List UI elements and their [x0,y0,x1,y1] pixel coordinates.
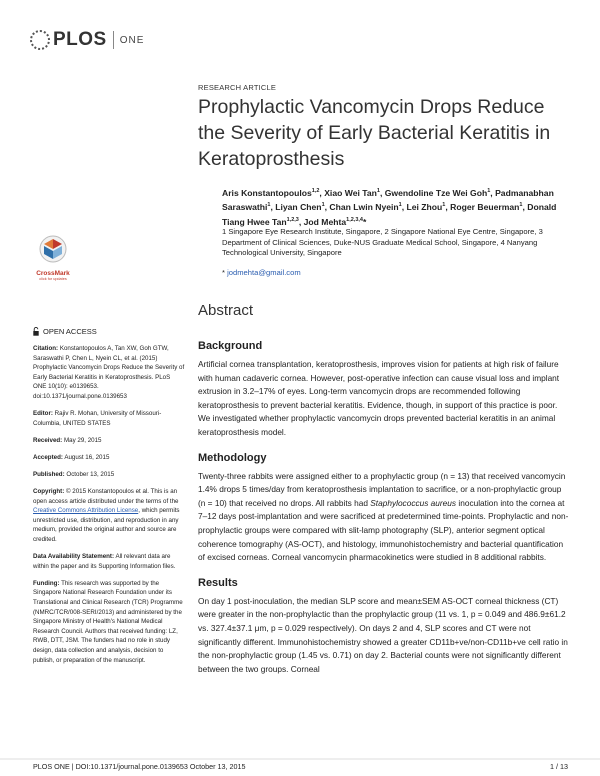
journal-name: ONE [119,34,145,46]
published-date: October 13, 2015 [66,470,115,478]
editor-label: Editor: [33,410,53,418]
open-access-badge [33,327,97,336]
author-affiliation-marker: 1 [487,188,491,194]
methodology-text [198,470,570,565]
corresponding-email[interactable] [222,268,301,277]
page-number: 1 / 13 [550,762,568,771]
background-heading: Background [198,340,263,352]
species-name: Staphylococcus aureus [370,497,457,508]
article-info-sidebar [33,344,185,673]
footer-divider [0,758,600,760]
author-affiliation-marker: 1 [519,202,523,209]
author-name[interactable]: Donald Tiang Hwee Tan [222,202,557,227]
author-list [222,185,572,228]
author-separator: , [270,202,276,213]
plos-logo[interactable] [30,28,144,52]
author-separator: , [324,202,330,213]
author-name[interactable]: Lei Zhou [406,202,443,213]
author-name[interactable]: Jod Mehta [303,216,347,227]
open-access-label: OPEN ACCESS [43,327,97,336]
author-separator: , [490,187,496,198]
footer-citation: PLOS ONE | DOI:10.1371/journal.pone.0139653 October 13, 2015 [33,762,246,771]
accepted-label: Accepted: [33,453,63,461]
open-lock-icon [33,327,39,336]
received-date: May 29, 2015 [63,436,102,444]
copyright-block [33,487,185,545]
received-label: Received: [33,436,63,444]
copyright-text-b: , which permits unrestricted use, distribution, and reproduction in any medium, provided the original author and source are credited. [33,507,180,543]
article-type: RESEARCH ARTICLE [198,83,277,92]
abstract-heading: Abstract [198,302,254,319]
author-name[interactable]: Gwendoline Tze Wei Goh [384,187,488,198]
author-affiliation-marker: 1,2,3 [286,216,299,223]
author-name[interactable]: Roger Beuerman [450,202,520,213]
methodology-text-b: inoculation into the cornea at 7–12 days post-implantation and were sacrificed at predetermined time-points. Prophylactic and non-prophylactic groups were compared with slit-lamp photography (SLP), anterior segment optical coherence tomography (AS-OCT), and histology, immunohistochemistry and bacterial quantification of excised corneas. Corneal vancomycin pharmacokinetics were studied in 8 additional rabbits. [198,497,569,563]
author-separator: , [401,202,407,213]
copyright-text-a: © 2015 Konstantopoulos et al. This is an open access article distributed under the terms of the [33,488,179,505]
published-block [33,470,185,480]
author-affiliation-marker: 1 [267,202,271,209]
crossmark-sublabel: click for updates [39,277,67,281]
author-name[interactable]: Liyan Chen [275,202,322,213]
author-affiliation-marker: 1 [398,202,402,209]
author-separator: , [445,202,451,213]
funding-label: Funding: [33,579,60,587]
crossmark-icon [38,234,68,264]
author-separator: , [319,187,325,198]
article-title: Prophylactic Vancomycin Drops Reduce the Severity of Early Bacterial Keratitis in Keratoprosthesis [198,96,551,170]
author-name[interactable]: Xiao Wei Tan [324,187,377,198]
author-affiliation-marker: 1 [376,188,380,194]
copyright-label: Copyright: [33,488,65,496]
author-affiliation-marker: 1 [321,202,325,209]
plos-logo-icon [30,30,50,50]
background-text: Artificial cornea transplantation, keratoprosthesis, improves vision for patients at high risk of failure with human cadaveric cornea. However, post-operative infection can cause visual loss and implant extrusion in 3.2–17% of eyes. Long-term vancomycin drops are recommended following keratoprosthesis to prevent bacterial keratitis. Evidence, though, in support of this practice is poor. We investigated whether prophylactic vancomycin drops prevented bacterial keratitis in an animal keratoprosthesis model. [198,359,560,437]
results-text: On day 1 post-inoculation, the median SLP score and mean±SEM AS-OCT corneal thickness (CT) were greater in the non-prophylactic than the prophylactic group (11 vs. 1, p = 0.049 and 486.9±61.2 vs. 327.4±37.1 μm, p = 0.029 respectively). On days 2 and 4, SLP scores and CT were not significantly different. Immunohistochemistry showed a greater CD11b+ve/non-CD11b+ve cell ratio in the non-prophylactic group (1.45 vs. 0.71) on day 2. Bacterial counts were not significantly different between the two groups. Corneal [198,595,568,674]
abstract-body [198,340,570,688]
funding-text: This research was supported by the Singapore National Research Foundation under its Translational and Clinical Research (TCR) Programme (NMRC/TCR/008-SERI/2013) and administered by the Singapore Ministry of Health's National Medical Research Council. Authors that received funding: LZ, RWB, DTT, JSM. The funders had no role in study design, data collection and analysis, decision to publish, or preparation of the manuscript. [33,579,183,664]
methodology-text-a: Twenty-three rabbits were assigned either to a prophylactic group (n = 13) that received vancomycin 1.4% drops 5 times/day from keratoprosthesis implantation to sacrifice, or a non-prophylactic group (n = 10) that received no drops. All rabbits had [198,470,566,508]
data-availability-label: Data Availability Statement: [33,553,115,561]
accepted-date: August 16, 2015 [64,453,110,461]
methodology-heading: Methodology [198,451,267,464]
results-heading: Results [198,576,238,589]
data-availability-text: All relevant data are within the paper and its Supporting Information files. [33,553,176,570]
data-availability-block [33,552,185,571]
published-label: Published: [33,470,65,478]
accepted-block [33,453,185,463]
affiliations: 1 Singapore Eye Research Institute, Singapore, 2 Singapore National Eye Centre, Singapore, 3 Department of Clinical Sciences, Duke-NUS Graduate Medical School, Singapore, 4 Nanyang Technological University, Singapore [222,227,543,257]
logo-divider [113,31,114,49]
email-star: * [222,268,225,277]
author-separator: , [298,216,304,227]
editor-block [33,409,185,428]
crossmark-label: CrossMark [36,270,70,277]
received-block [33,436,185,446]
license-link[interactable]: Creative Commons Attribution License [33,507,139,515]
author-name[interactable]: Chan Lwin Nyein [329,202,399,213]
author-separator: , [379,187,385,198]
email-link[interactable]: jodmehta@gmail.com [227,268,301,277]
author-name[interactable]: Padmanabhan Saraswathi [222,187,554,213]
plos-logo-text: PLOS [53,29,107,50]
author-separator: , [522,202,528,213]
citation-text: Konstantopoulos A, Tan XW, Goh GTW, Saraswathi P, Chen L, Nyein CL, et al. (2015) Prophylactic Vancomycin Drops Reduce the Severity of Early Bacterial Keratitis in Keratoprosthesis. PLoS ONE 10(10): e0139653. doi:10.1371/journal.pone.0139653 [33,345,185,400]
author-affiliation-marker: 1,2,3,4 [346,216,363,223]
citation-block [33,344,185,402]
funding-block [33,579,185,665]
editor-text: Rajiv R. Mohan, University of Missouri-Columbia, UNITED STATES [33,410,162,427]
author-affiliation-marker: 1 [442,202,446,209]
author-name[interactable]: Aris Konstantopoulos [222,187,312,198]
author-affiliation-marker: 1,2 [311,188,320,194]
crossmark-badge[interactable] [33,234,73,281]
author-separator: * [362,216,367,227]
citation-label: Citation: [33,345,59,352]
